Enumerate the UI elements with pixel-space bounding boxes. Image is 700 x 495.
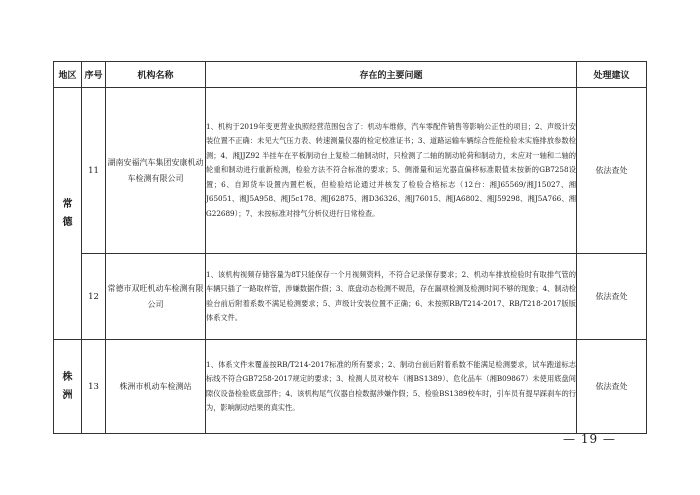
header-region: 地区 [54, 62, 82, 88]
org-cell: 株洲市机动车检测站 [106, 340, 206, 434]
header-seq: 序号 [82, 62, 106, 88]
region-cell [54, 340, 82, 434]
seq-cell: 11 [82, 88, 106, 254]
org-cell: 湖南安福汽车集团安康机动车检测有限公司 [106, 88, 206, 254]
table-row [54, 88, 647, 254]
region-label: 株洲 [62, 371, 73, 401]
table-row [54, 340, 647, 434]
suggestion-cell: 依法查处 [577, 254, 647, 340]
issues-cell: 1、体系文件未覆盖按RB/T214-2017标准的所有要求；2、制动台前后附着系数不能满足检测要求，试车跑道标志标线不符合GB7258-2017规定的要求；3、检测人员对校车（湘BS1389）、危化品车（湘B09867）未使用底盘间隙仪设备检验底盘部件；4、该机构尾气仪器自检数据涉嫌作假；5、检验BS1389校车时，引车员有提早踩刹车的行为，影响制动结果的真实性。 [206, 340, 577, 434]
inspection-table [53, 61, 647, 434]
header-org: 机构名称 [106, 62, 206, 88]
issues-cell: 1、该机构视频存储容量为8T只能保存一个月视频资料，不符合记录保存要求；2、机动车排放检验时有取排气管的车辆只插了一路取样管，涉嫌数据作假；3、底盘动态检测不规范，存在漏项检测及检测时间不够的现象；4、制动检验台前后附着系数不满足检测要求；5、声级计安装位置不正确；6、未按照RB/T214-2017、RB/T218-2017版版体系文件。 [206, 254, 577, 340]
suggestion-cell: 依法查处 [577, 340, 647, 434]
page-number: — 19 — [563, 432, 616, 446]
table-header-row [54, 62, 647, 88]
header-issues: 存在的主要问题 [206, 62, 577, 88]
table-row [54, 254, 647, 340]
seq-cell: 12 [82, 254, 106, 340]
header-suggestion: 处理建议 [577, 62, 647, 88]
org-cell: 常德市双旺机动车检测有限公司 [106, 254, 206, 340]
region-cell [54, 88, 82, 340]
issues-cell: 1、机构于2019年变更营业执照经营范围包含了：机动车维修，汽车零配件销售等影响公正性的项目；2、声级计安装位置不正确：未见大气压力表、转速测量仪器的检定校准证书；3、道路运输车辆综合性能检验未实施排放参数检测；4、湘JJZ92 半挂车在平板制动台上复检二轴制动时，只检测了二轴的制动轮荷和制动力，未应对一轴和二轴的轮重和制动进行重新检测，检验方法不符合标准的要求；5、侧滑量和运光器直偏移标准限值未按新的GB7258设置；6、自卸货车设置内置栏板，但检验结论通过并核发了检验合格标志（12台：湘J65569/湘J15027、湘J65051、湘J5A958、湘J5c178、湘J62875、湘D36326、湘J76015、湘JA6802、湘J59298、湘J5A766、湘G22689）；7、未按标准对排气分析仪进行日常检查。 [206, 88, 577, 254]
seq-cell: 13 [82, 340, 106, 434]
suggestion-cell: 依法查处 [577, 88, 647, 254]
region-label: 常德 [62, 198, 73, 228]
